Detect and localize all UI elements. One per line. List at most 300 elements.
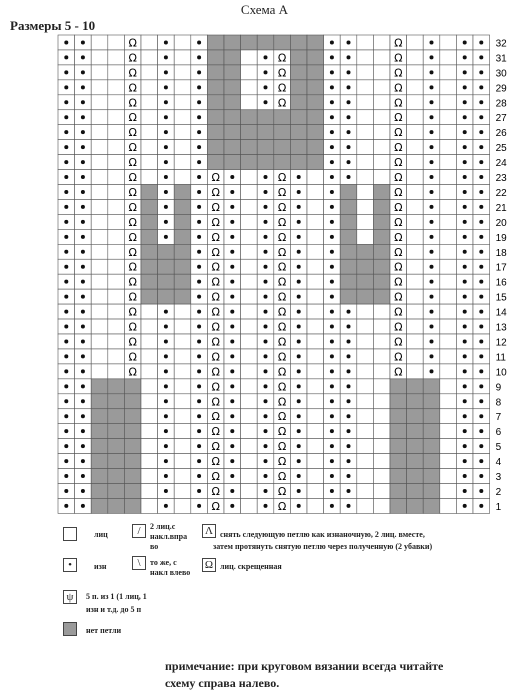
purl-dot xyxy=(64,235,68,239)
purl-dot xyxy=(164,444,168,448)
twisted-stitch-symbol: Ω xyxy=(128,96,137,110)
twisted-stitch-symbol: Ω xyxy=(394,51,403,65)
purl-dot xyxy=(297,489,301,493)
purl-dot xyxy=(264,85,268,89)
chart-cell xyxy=(373,95,390,110)
chart-cell xyxy=(108,95,125,110)
chart-cell xyxy=(373,185,390,200)
twisted-stitch-symbol: Ω xyxy=(211,395,220,409)
chart-cell xyxy=(207,65,224,80)
purl-dot xyxy=(230,354,234,358)
chart-cell xyxy=(373,364,390,379)
chart-cell xyxy=(407,498,424,513)
chart-cell xyxy=(91,289,108,304)
purl-dot xyxy=(64,205,68,209)
chart-cell xyxy=(407,274,424,289)
purl-dot xyxy=(164,354,168,358)
twisted-stitch-symbol: Ω xyxy=(277,245,287,259)
twisted-stitch-symbol: Ω xyxy=(211,350,220,364)
legend-twisted-symbol: Ω xyxy=(202,558,216,572)
twisted-stitch-symbol: Ω xyxy=(128,36,137,50)
twisted-stitch-symbol: Ω xyxy=(277,470,287,484)
chart-cell xyxy=(224,50,241,65)
purl-dot xyxy=(430,85,434,89)
twisted-stitch-symbol: Ω xyxy=(277,410,287,424)
chart-cell xyxy=(174,199,191,214)
purl-dot xyxy=(164,130,168,134)
chart-cell xyxy=(440,409,457,424)
purl-dot xyxy=(479,115,483,119)
chart-cell xyxy=(257,140,274,155)
twisted-stitch-symbol: Ω xyxy=(394,245,403,259)
chart-cell xyxy=(373,229,390,244)
purl-dot xyxy=(430,70,434,74)
row-number-label: 25 xyxy=(495,143,507,155)
twisted-stitch-symbol: Ω xyxy=(128,260,137,274)
chart-cell xyxy=(91,364,108,379)
legend-sk2p-line2: затем протянуть снятую петлю через полученную (2 убавки) xyxy=(213,542,433,551)
chart-cell xyxy=(407,304,424,319)
purl-dot xyxy=(297,444,301,448)
twisted-stitch-symbol: Ω xyxy=(211,290,220,304)
purl-dot xyxy=(297,175,301,179)
chart-cell xyxy=(108,289,125,304)
chart-cell xyxy=(158,259,175,274)
chart-cell xyxy=(407,125,424,140)
chart-cell xyxy=(174,349,191,364)
purl-dot xyxy=(197,145,201,149)
twisted-stitch-symbol: Ω xyxy=(394,96,403,110)
purl-dot xyxy=(463,444,467,448)
chart-cell xyxy=(207,35,224,50)
purl-dot xyxy=(330,369,334,373)
chart-cell xyxy=(307,424,324,439)
chart-cell xyxy=(307,125,324,140)
chart-cell xyxy=(423,379,440,394)
chart-cell xyxy=(357,185,374,200)
chart-cell xyxy=(241,140,258,155)
chart-cell xyxy=(241,155,258,170)
purl-dot xyxy=(330,145,334,149)
twisted-stitch-symbol: Ω xyxy=(277,51,287,65)
purl-dot xyxy=(164,145,168,149)
purl-dot xyxy=(197,384,201,388)
chart-cell xyxy=(141,95,158,110)
chart-cell xyxy=(141,304,158,319)
legend-k2tog-right-symbol: / xyxy=(132,524,146,538)
twisted-stitch-symbol: Ω xyxy=(128,200,137,214)
chart-cell xyxy=(307,304,324,319)
chart-cell xyxy=(108,454,125,469)
purl-dot xyxy=(347,384,351,388)
purl-dot xyxy=(479,265,483,269)
purl-dot xyxy=(479,55,483,59)
chart-cell xyxy=(307,439,324,454)
twisted-stitch-symbol: Ω xyxy=(394,260,403,274)
purl-dot xyxy=(430,369,434,373)
twisted-stitch-symbol: Ω xyxy=(128,111,137,125)
purl-dot xyxy=(264,474,268,478)
chart-cell xyxy=(407,409,424,424)
twisted-stitch-symbol: Ω xyxy=(211,455,220,469)
purl-dot xyxy=(81,175,85,179)
chart-cell xyxy=(307,379,324,394)
chart-cell xyxy=(440,125,457,140)
chart-cell xyxy=(241,484,258,499)
twisted-stitch-symbol: Ω xyxy=(277,380,287,394)
chart-cell xyxy=(224,140,241,155)
purl-dot xyxy=(330,504,334,508)
twisted-stitch-symbol: Ω xyxy=(211,484,220,498)
chart-cell xyxy=(174,424,191,439)
purl-dot xyxy=(264,369,268,373)
purl-dot xyxy=(230,369,234,373)
purl-dot xyxy=(430,339,434,343)
twisted-stitch-symbol: Ω xyxy=(211,440,220,454)
chart-cell xyxy=(307,454,324,469)
purl-dot xyxy=(347,130,351,134)
chart-cell xyxy=(407,469,424,484)
purl-dot xyxy=(330,429,334,433)
purl-dot xyxy=(479,205,483,209)
purl-dot xyxy=(264,504,268,508)
chart-cell xyxy=(307,50,324,65)
purl-dot xyxy=(479,85,483,89)
chart-cell xyxy=(108,259,125,274)
row-number-label: 12 xyxy=(495,337,507,349)
chart-cell xyxy=(373,155,390,170)
row-number-label: 13 xyxy=(495,322,507,334)
purl-dot xyxy=(81,205,85,209)
purl-dot xyxy=(430,325,434,329)
purl-dot xyxy=(264,250,268,254)
sizes-label: Размеры 5 - 10 xyxy=(10,18,96,33)
purl-dot xyxy=(81,70,85,74)
chart-cell xyxy=(241,469,258,484)
purl-dot xyxy=(197,160,201,164)
chart-cell xyxy=(290,155,307,170)
purl-dot xyxy=(347,100,351,104)
chart-cell xyxy=(141,289,158,304)
purl-dot xyxy=(463,100,467,104)
chart-cell xyxy=(174,125,191,140)
purl-dot xyxy=(197,235,201,239)
purl-dot xyxy=(347,369,351,373)
row-number-label: 17 xyxy=(495,262,507,274)
purl-dot xyxy=(64,504,68,508)
chart-cell xyxy=(174,140,191,155)
twisted-stitch-symbol: Ω xyxy=(277,96,287,110)
chart-cell xyxy=(174,95,191,110)
purl-dot xyxy=(479,354,483,358)
purl-dot xyxy=(330,265,334,269)
chart-cell xyxy=(440,110,457,125)
purl-dot xyxy=(264,414,268,418)
chart-cell xyxy=(357,95,374,110)
purl-dot xyxy=(463,160,467,164)
chart-cell xyxy=(241,170,258,185)
chart-cell xyxy=(207,110,224,125)
purl-dot xyxy=(81,40,85,44)
chart-cell xyxy=(407,214,424,229)
legend-no-stitch-box xyxy=(63,622,77,636)
chart-cell xyxy=(357,424,374,439)
chart-cell xyxy=(390,379,407,394)
chart-cell xyxy=(141,125,158,140)
purl-dot xyxy=(197,220,201,224)
twisted-stitch-symbol: Ω xyxy=(277,185,287,199)
chart-cell xyxy=(340,185,357,200)
purl-dot xyxy=(463,70,467,74)
purl-dot xyxy=(297,190,301,194)
purl-dot xyxy=(230,235,234,239)
chart-cell xyxy=(440,274,457,289)
twisted-stitch-symbol: Ω xyxy=(277,320,287,334)
chart-cell xyxy=(141,65,158,80)
legend-sk2p-symbol: Λ xyxy=(202,524,216,538)
purl-dot xyxy=(430,40,434,44)
purl-dot xyxy=(164,85,168,89)
chart-cell xyxy=(91,95,108,110)
chart-cell xyxy=(174,319,191,334)
purl-dot xyxy=(164,414,168,418)
chart-cell xyxy=(174,50,191,65)
chart-cell xyxy=(357,379,374,394)
chart-cell xyxy=(307,199,324,214)
chart-cell xyxy=(91,214,108,229)
chart-cell xyxy=(91,50,108,65)
chart-cell xyxy=(373,394,390,409)
chart-cell xyxy=(91,110,108,125)
chart-cell xyxy=(224,155,241,170)
purl-dot xyxy=(197,40,201,44)
twisted-stitch-symbol: Ω xyxy=(277,350,287,364)
chart-cell xyxy=(91,439,108,454)
chart-cell xyxy=(174,334,191,349)
twisted-stitch-symbol: Ω xyxy=(277,260,287,274)
twisted-stitch-symbol: Ω xyxy=(128,141,137,155)
row-number-label: 11 xyxy=(495,352,506,364)
chart-cell xyxy=(357,454,374,469)
twisted-stitch-symbol: Ω xyxy=(394,156,403,170)
chart-cell xyxy=(357,199,374,214)
purl-dot xyxy=(347,70,351,74)
chart-cell xyxy=(224,35,241,50)
purl-dot xyxy=(64,444,68,448)
chart-cell xyxy=(124,439,141,454)
purl-dot xyxy=(264,339,268,343)
purl-dot xyxy=(347,354,351,358)
chart-cell xyxy=(407,289,424,304)
purl-dot xyxy=(197,190,201,194)
purl-dot xyxy=(463,459,467,463)
purl-dot xyxy=(64,354,68,358)
chart-cell xyxy=(241,244,258,259)
chart-cell xyxy=(440,498,457,513)
purl-dot xyxy=(430,145,434,149)
chart-cell xyxy=(440,394,457,409)
chart-cell xyxy=(290,95,307,110)
chart-cell xyxy=(373,409,390,424)
purl-dot xyxy=(463,429,467,433)
chart-cell xyxy=(91,185,108,200)
purl-dot xyxy=(197,175,201,179)
chart-cell xyxy=(207,125,224,140)
chart-cell xyxy=(141,394,158,409)
purl-dot xyxy=(81,489,85,493)
purl-dot xyxy=(463,339,467,343)
purl-dot xyxy=(81,474,85,478)
row-number-label: 3 xyxy=(495,472,502,484)
row-number-label: 16 xyxy=(495,277,507,289)
purl-dot xyxy=(197,280,201,284)
chart-cell xyxy=(241,319,258,334)
chart-cell xyxy=(174,379,191,394)
chart-cell xyxy=(357,125,374,140)
chart-cell xyxy=(307,409,324,424)
purl-dot xyxy=(264,325,268,329)
chart-cell xyxy=(407,170,424,185)
purl-dot xyxy=(64,325,68,329)
chart-cell xyxy=(174,80,191,95)
purl-dot xyxy=(81,250,85,254)
chart-cell xyxy=(407,155,424,170)
purl-dot xyxy=(164,220,168,224)
chart-cell xyxy=(141,364,158,379)
chart-cell xyxy=(423,424,440,439)
purl-dot xyxy=(347,399,351,403)
purl-dot xyxy=(230,504,234,508)
purl-dot xyxy=(479,429,483,433)
purl-dot xyxy=(330,175,334,179)
purl-dot xyxy=(81,399,85,403)
chart-cell xyxy=(241,80,258,95)
purl-dot xyxy=(347,414,351,418)
chart-cell xyxy=(241,394,258,409)
chart-cell xyxy=(340,199,357,214)
purl-dot xyxy=(347,145,351,149)
purl-dot xyxy=(264,354,268,358)
purl-dot xyxy=(463,354,467,358)
row-number-label: 4 xyxy=(495,457,502,469)
chart-cell xyxy=(440,140,457,155)
purl-dot xyxy=(164,205,168,209)
chart-cell xyxy=(440,334,457,349)
purl-dot xyxy=(64,175,68,179)
chart-cell xyxy=(108,349,125,364)
chart-cell xyxy=(373,334,390,349)
purl-dot xyxy=(230,429,234,433)
row-number-label: 23 xyxy=(495,173,507,185)
chart-cell xyxy=(91,65,108,80)
purl-dot xyxy=(463,55,467,59)
twisted-stitch-symbol: Ω xyxy=(128,335,137,349)
purl-dot xyxy=(81,339,85,343)
chart-cell xyxy=(390,484,407,499)
chart-cell xyxy=(373,379,390,394)
purl-dot xyxy=(479,295,483,299)
chart-cell xyxy=(407,424,424,439)
purl-dot xyxy=(479,384,483,388)
twisted-stitch-symbol: Ω xyxy=(211,215,220,229)
chart-cell xyxy=(373,484,390,499)
chart-cell xyxy=(141,349,158,364)
purl-dot xyxy=(264,429,268,433)
chart-cell xyxy=(241,454,258,469)
chart-cell xyxy=(141,35,158,50)
purl-dot xyxy=(164,489,168,493)
purl-dot xyxy=(164,310,168,314)
chart-cell xyxy=(357,349,374,364)
chart-cell xyxy=(141,80,158,95)
purl-dot xyxy=(81,280,85,284)
purl-dot xyxy=(463,265,467,269)
chart-cell xyxy=(357,155,374,170)
purl-dot xyxy=(479,100,483,104)
purl-dot xyxy=(463,85,467,89)
purl-dot xyxy=(197,310,201,314)
chart-cell xyxy=(390,469,407,484)
chart-cell xyxy=(307,469,324,484)
row-number-label: 29 xyxy=(495,83,507,95)
purl-dot xyxy=(264,190,268,194)
purl-dot xyxy=(81,429,85,433)
twisted-stitch-symbol: Ω xyxy=(128,245,137,259)
chart-cell xyxy=(357,244,374,259)
purl-dot xyxy=(197,474,201,478)
purl-dot xyxy=(64,250,68,254)
chart-cell xyxy=(241,95,258,110)
chart-cell xyxy=(390,409,407,424)
chart-cell xyxy=(373,125,390,140)
chart-cell xyxy=(357,498,374,513)
purl-dot xyxy=(479,160,483,164)
twisted-stitch-symbol: Ω xyxy=(277,365,287,379)
chart-cell xyxy=(91,125,108,140)
purl-dot xyxy=(81,354,85,358)
twisted-stitch-symbol: Ω xyxy=(211,305,220,319)
chart-cell xyxy=(373,110,390,125)
twisted-stitch-symbol: Ω xyxy=(394,81,403,95)
twisted-stitch-symbol: Ω xyxy=(211,200,220,214)
chart-cell xyxy=(108,35,125,50)
chart-cell xyxy=(440,80,457,95)
chart-cell xyxy=(307,65,324,80)
purl-dot xyxy=(330,100,334,104)
purl-dot xyxy=(330,85,334,89)
purl-dot xyxy=(297,280,301,284)
purl-dot xyxy=(330,235,334,239)
chart-cell xyxy=(141,110,158,125)
twisted-stitch-symbol: Ω xyxy=(128,81,137,95)
purl-dot xyxy=(463,399,467,403)
purl-dot xyxy=(230,414,234,418)
chart-cell xyxy=(407,484,424,499)
purl-dot xyxy=(479,175,483,179)
chart-cell xyxy=(440,214,457,229)
purl-dot xyxy=(64,459,68,463)
purl-dot xyxy=(197,325,201,329)
purl-dot xyxy=(81,115,85,119)
twisted-stitch-symbol: Ω xyxy=(394,320,403,334)
chart-cell xyxy=(407,95,424,110)
chart-cell xyxy=(224,80,241,95)
purl-dot xyxy=(297,325,301,329)
twisted-stitch-symbol: Ω xyxy=(394,200,403,214)
purl-dot xyxy=(197,504,201,508)
purl-dot xyxy=(463,205,467,209)
purl-dot xyxy=(463,115,467,119)
